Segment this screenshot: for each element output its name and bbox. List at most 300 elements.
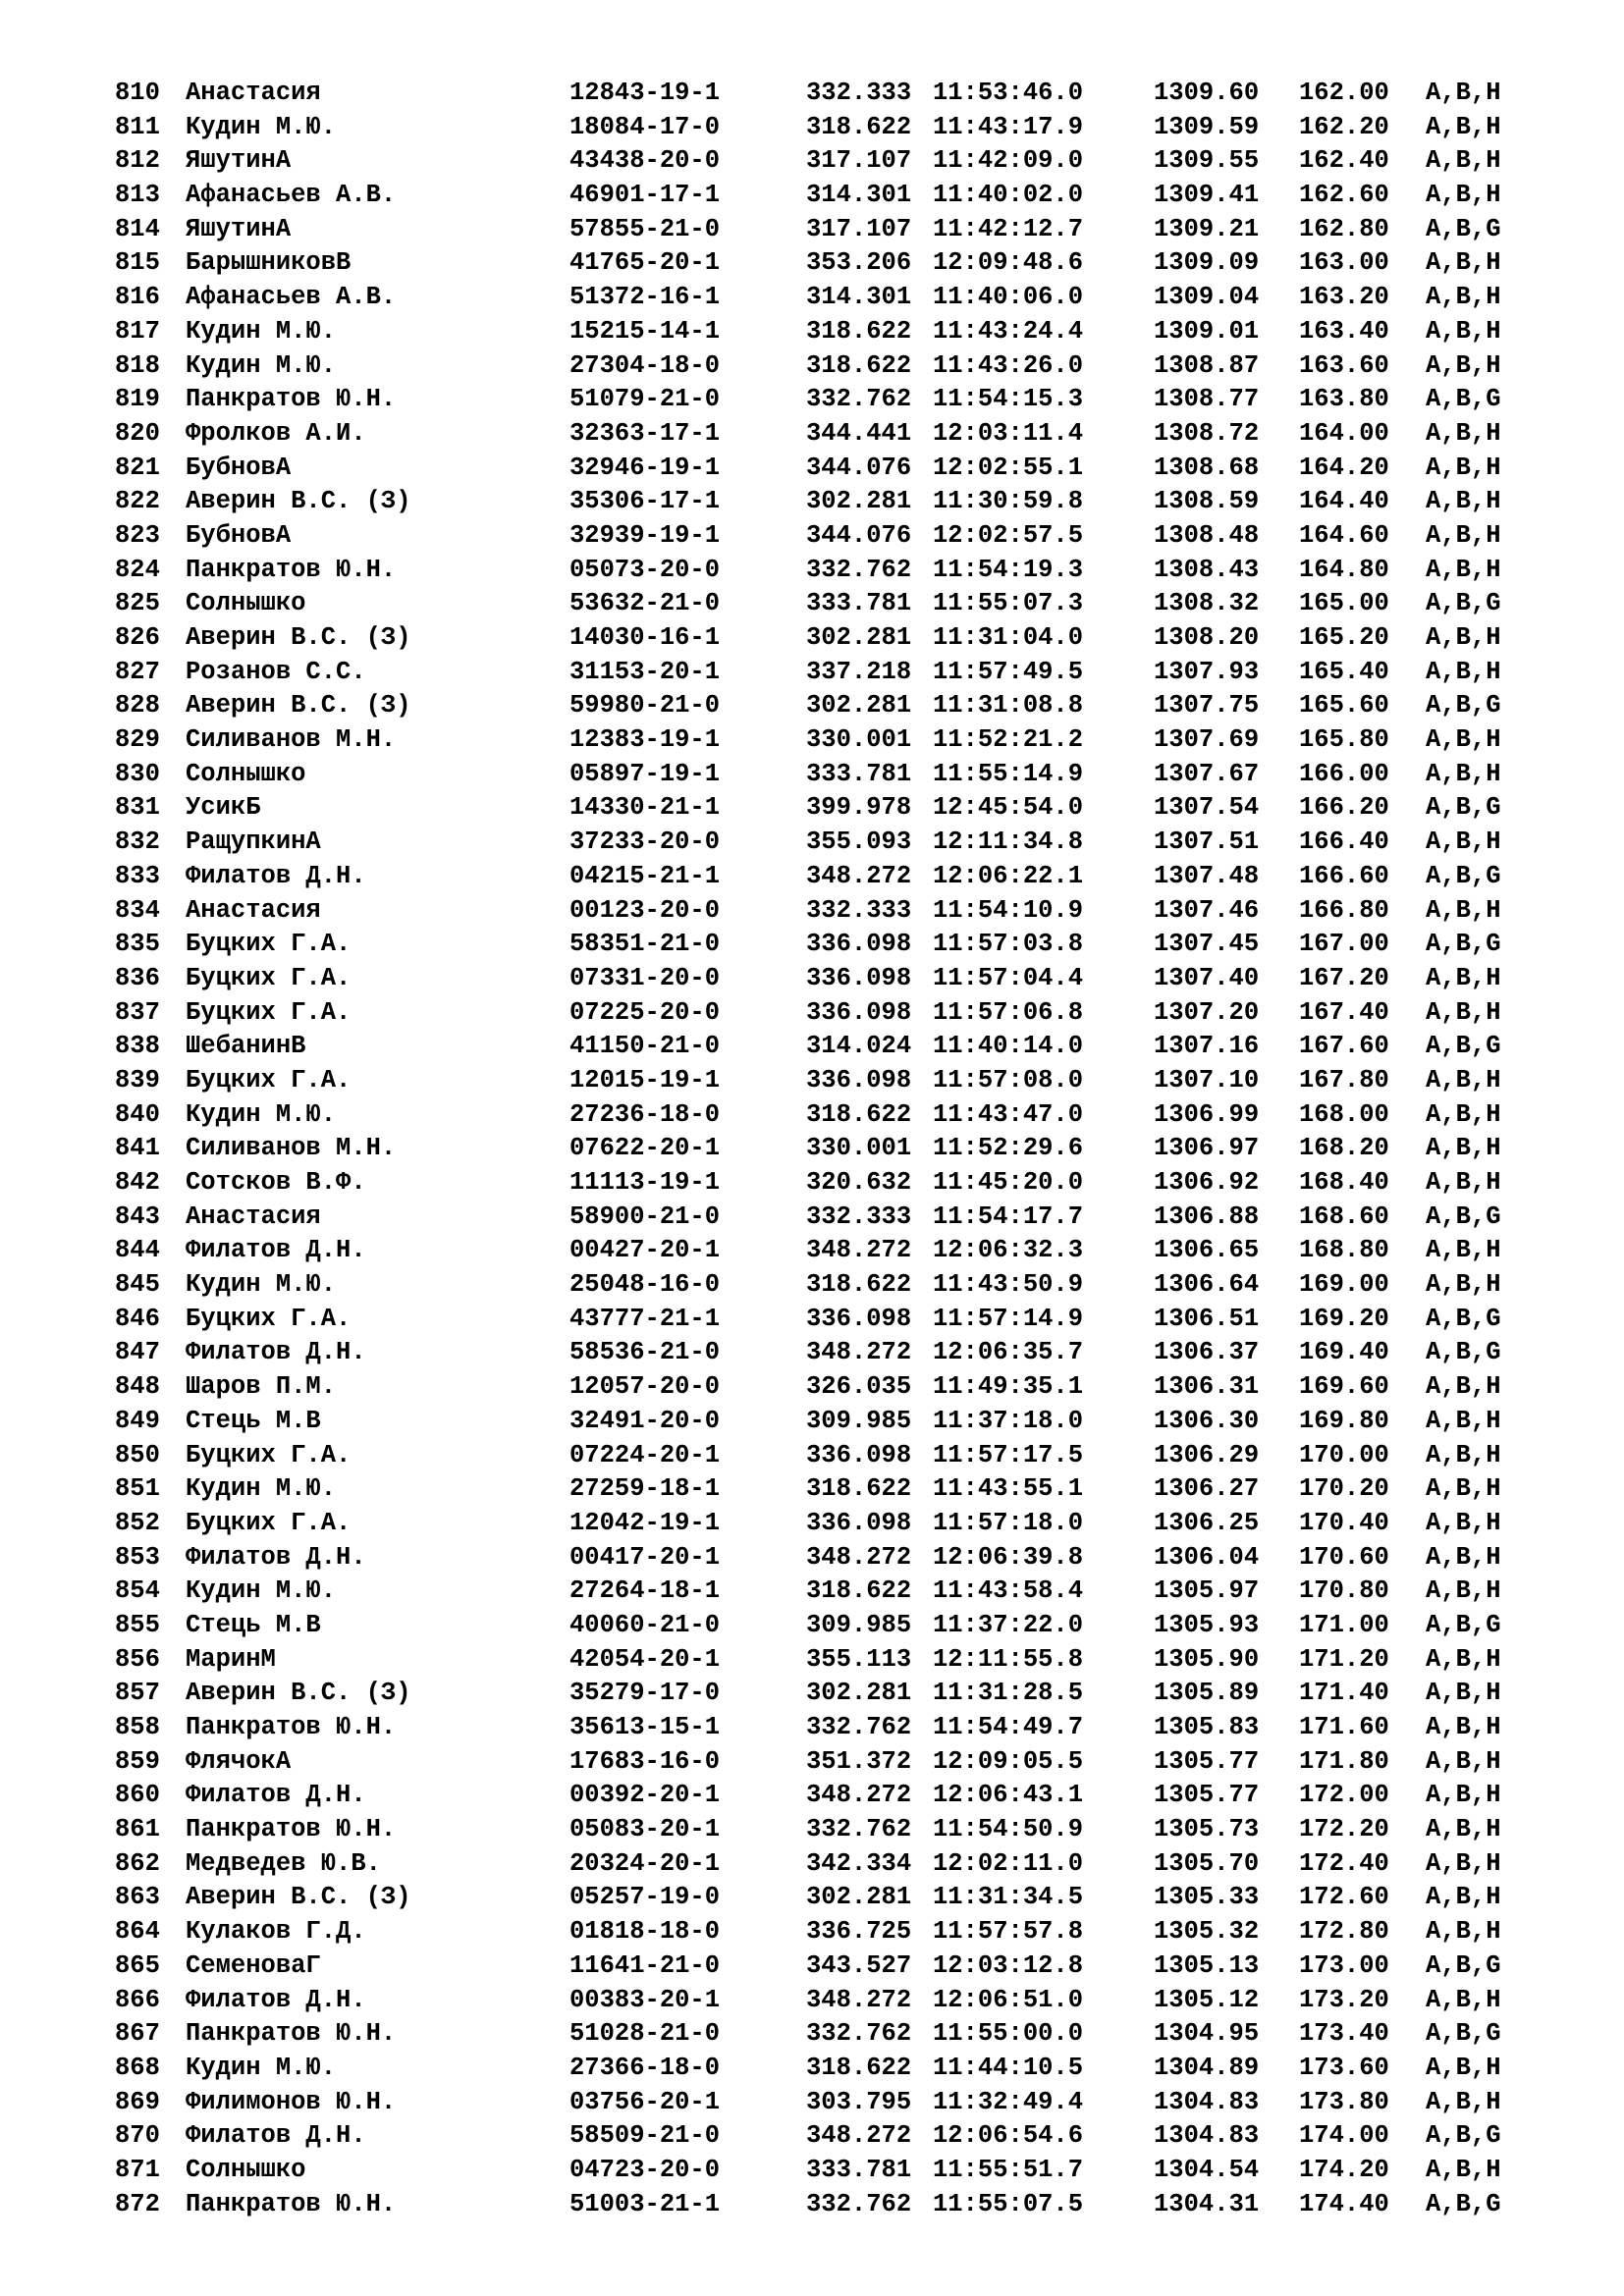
arrival-time: 12:11:55.8 bbox=[933, 1644, 1084, 1674]
arrival-time: 11:49:35.1 bbox=[933, 1372, 1084, 1402]
coefficient-value: 168.00 bbox=[1299, 1099, 1389, 1129]
arrival-time: 11:54:19.3 bbox=[933, 555, 1084, 584]
flags-code: A,B,G bbox=[1426, 589, 1501, 618]
speed-value: 1307.67 bbox=[1154, 759, 1260, 788]
ring-number: 53632-21-0 bbox=[569, 589, 721, 618]
distance-km: 332.762 bbox=[806, 555, 912, 584]
table-row bbox=[115, 383, 1534, 417]
speed-value: 1307.40 bbox=[1154, 963, 1260, 992]
fancier-name: Анастасия bbox=[186, 79, 321, 107]
flags-code: A,B,H bbox=[1426, 1815, 1501, 1844]
speed-value: 1305.90 bbox=[1154, 1644, 1260, 1674]
coefficient-value: 162.60 bbox=[1299, 181, 1389, 210]
place-number: 819 bbox=[115, 385, 160, 414]
flags-code: A,B,H bbox=[1426, 418, 1501, 448]
fancier-name: Буцких Г.А. bbox=[186, 997, 352, 1027]
arrival-time: 11:55:14.9 bbox=[933, 759, 1084, 788]
ring-number: 43777-21-1 bbox=[569, 1304, 721, 1333]
fancier-name: МаринМ bbox=[186, 1644, 276, 1674]
table-row bbox=[115, 2188, 1534, 2222]
place-number: 864 bbox=[115, 1917, 160, 1947]
distance-km: 302.281 bbox=[806, 623, 912, 652]
flags-code: A,B,H bbox=[1426, 1134, 1501, 1163]
flags-code: A,B,G bbox=[1426, 214, 1501, 243]
arrival-time: 12:02:57.5 bbox=[933, 520, 1084, 550]
distance-km: 333.781 bbox=[806, 589, 912, 618]
speed-value: 1308.43 bbox=[1154, 555, 1260, 584]
ring-number: 00392-20-1 bbox=[569, 1781, 721, 1810]
speed-value: 1307.48 bbox=[1154, 861, 1260, 890]
coefficient-value: 167.80 bbox=[1299, 1065, 1389, 1095]
arrival-time: 12:06:51.0 bbox=[933, 1985, 1084, 2014]
fancier-name: Филатов Д.Н. bbox=[186, 1781, 366, 1810]
fancier-name: Солнышко bbox=[186, 2155, 306, 2184]
fancier-name: Буцких Г.А. bbox=[186, 1065, 352, 1095]
fancier-name: Солнышко bbox=[186, 589, 306, 618]
table-row bbox=[115, 1336, 1534, 1370]
coefficient-value: 167.60 bbox=[1299, 1032, 1389, 1061]
speed-value: 1305.73 bbox=[1154, 1815, 1260, 1844]
flags-code: A,B,H bbox=[1426, 146, 1501, 176]
coefficient-value: 167.00 bbox=[1299, 930, 1389, 959]
coefficient-value: 170.60 bbox=[1299, 1542, 1389, 1572]
distance-km: 318.622 bbox=[806, 112, 912, 141]
arrival-time: 12:03:11.4 bbox=[933, 418, 1084, 448]
distance-km: 320.632 bbox=[806, 1168, 912, 1197]
flags-code: A,B,H bbox=[1426, 555, 1501, 584]
speed-value: 1307.69 bbox=[1154, 725, 1260, 755]
arrival-time: 11:43:50.9 bbox=[933, 1270, 1084, 1300]
fancier-name: Кудин М.Ю. bbox=[186, 1474, 337, 1504]
speed-value: 1306.97 bbox=[1154, 1134, 1260, 1163]
distance-km: 336.098 bbox=[806, 1304, 912, 1333]
arrival-time: 12:02:11.0 bbox=[933, 1848, 1084, 1878]
place-number: 826 bbox=[115, 623, 160, 652]
fancier-name: Аверин В.С. (З) bbox=[186, 1679, 411, 1708]
flags-code: A,B,H bbox=[1426, 1917, 1501, 1947]
flags-code: A,B,H bbox=[1426, 895, 1501, 925]
table-row bbox=[115, 485, 1534, 519]
place-number: 869 bbox=[115, 2087, 160, 2116]
table-row bbox=[115, 77, 1534, 111]
flags-code: A,B,H bbox=[1426, 963, 1501, 992]
speed-value: 1307.93 bbox=[1154, 657, 1260, 686]
flags-code: A,B,H bbox=[1426, 1168, 1501, 1197]
ring-number: 32946-19-1 bbox=[569, 453, 721, 482]
arrival-time: 11:32:49.4 bbox=[933, 2087, 1084, 2116]
flags-code: A,B,H bbox=[1426, 1236, 1501, 1265]
place-number: 817 bbox=[115, 316, 160, 346]
speed-value: 1306.88 bbox=[1154, 1201, 1260, 1231]
coefficient-value: 171.40 bbox=[1299, 1679, 1389, 1708]
table-row bbox=[115, 1745, 1534, 1780]
arrival-time: 11:57:49.5 bbox=[933, 657, 1084, 686]
coefficient-value: 171.20 bbox=[1299, 1644, 1389, 1674]
ring-number: 01818-18-0 bbox=[569, 1917, 721, 1947]
coefficient-value: 169.80 bbox=[1299, 1406, 1389, 1435]
flags-code: A,B,G bbox=[1426, 1201, 1501, 1231]
speed-value: 1306.51 bbox=[1154, 1304, 1260, 1333]
table-row bbox=[115, 1201, 1534, 1235]
fancier-name: Буцких Г.А. bbox=[186, 963, 352, 992]
speed-value: 1307.45 bbox=[1154, 930, 1260, 959]
flags-code: A,B,H bbox=[1426, 657, 1501, 686]
fancier-name: БубновА bbox=[186, 453, 292, 482]
distance-km: 330.001 bbox=[806, 1134, 912, 1163]
ring-number: 05073-20-0 bbox=[569, 555, 721, 584]
arrival-time: 11:44:10.5 bbox=[933, 2053, 1084, 2082]
distance-km: 309.985 bbox=[806, 1610, 912, 1639]
fancier-name: Панкратов Ю.Н. bbox=[186, 385, 397, 414]
fancier-name: Сотсков В.Ф. bbox=[186, 1168, 366, 1197]
coefficient-value: 170.00 bbox=[1299, 1440, 1389, 1469]
flags-code: A,B,H bbox=[1426, 316, 1501, 346]
place-number: 824 bbox=[115, 555, 160, 584]
table-row bbox=[115, 1098, 1534, 1133]
fancier-name: Панкратов Ю.Н. bbox=[186, 1815, 397, 1844]
fancier-name: Буцких Г.А. bbox=[186, 1440, 352, 1469]
speed-value: 1308.72 bbox=[1154, 418, 1260, 448]
flags-code: A,B,H bbox=[1426, 997, 1501, 1027]
table-row bbox=[115, 2119, 1534, 2154]
speed-value: 1309.41 bbox=[1154, 181, 1260, 210]
table-row bbox=[115, 1064, 1534, 1098]
arrival-time: 11:52:21.2 bbox=[933, 725, 1084, 755]
arrival-time: 11:55:51.7 bbox=[933, 2155, 1084, 2184]
place-number: 848 bbox=[115, 1372, 160, 1402]
arrival-time: 11:42:09.0 bbox=[933, 146, 1084, 176]
distance-km: 303.795 bbox=[806, 2087, 912, 2116]
coefficient-value: 165.80 bbox=[1299, 725, 1389, 755]
speed-value: 1306.04 bbox=[1154, 1542, 1260, 1572]
place-number: 838 bbox=[115, 1032, 160, 1061]
distance-km: 336.098 bbox=[806, 930, 912, 959]
coefficient-value: 170.40 bbox=[1299, 1508, 1389, 1537]
distance-km: 317.107 bbox=[806, 146, 912, 176]
table-row bbox=[115, 1439, 1534, 1473]
arrival-time: 11:55:07.5 bbox=[933, 2189, 1084, 2218]
table-row bbox=[115, 315, 1534, 349]
distance-km: 318.622 bbox=[806, 316, 912, 346]
speed-value: 1309.21 bbox=[1154, 214, 1260, 243]
place-number: 830 bbox=[115, 759, 160, 788]
table-row bbox=[115, 2154, 1534, 2188]
flags-code: A,B,H bbox=[1426, 623, 1501, 652]
place-number: 829 bbox=[115, 725, 160, 755]
place-number: 871 bbox=[115, 2155, 160, 2184]
speed-value: 1304.95 bbox=[1154, 2019, 1260, 2049]
distance-km: 348.272 bbox=[806, 1236, 912, 1265]
ring-number: 35613-15-1 bbox=[569, 1713, 721, 1741]
speed-value: 1307.54 bbox=[1154, 793, 1260, 823]
place-number: 850 bbox=[115, 1440, 160, 1469]
place-number: 825 bbox=[115, 589, 160, 618]
speed-value: 1305.33 bbox=[1154, 1883, 1260, 1912]
arrival-time: 11:54:49.7 bbox=[933, 1713, 1084, 1741]
distance-km: 336.098 bbox=[806, 963, 912, 992]
flags-code: A,B,G bbox=[1426, 385, 1501, 414]
place-number: 822 bbox=[115, 487, 160, 516]
place-number: 821 bbox=[115, 453, 160, 482]
place-number: 815 bbox=[115, 248, 160, 278]
distance-km: 399.978 bbox=[806, 793, 912, 823]
place-number: 814 bbox=[115, 214, 160, 243]
place-number: 860 bbox=[115, 1781, 160, 1810]
flags-code: A,B,H bbox=[1426, 487, 1501, 516]
table-row bbox=[115, 1166, 1534, 1201]
place-number: 846 bbox=[115, 1304, 160, 1333]
flags-code: A,B,H bbox=[1426, 1508, 1501, 1537]
place-number: 866 bbox=[115, 1985, 160, 2014]
coefficient-value: 169.20 bbox=[1299, 1304, 1389, 1333]
distance-km: 332.333 bbox=[806, 79, 912, 107]
place-number: 813 bbox=[115, 181, 160, 210]
flags-code: A,B,H bbox=[1426, 79, 1501, 107]
distance-km: 348.272 bbox=[806, 2121, 912, 2151]
distance-km: 353.206 bbox=[806, 248, 912, 278]
speed-value: 1306.30 bbox=[1154, 1406, 1260, 1435]
ring-number: 05083-20-1 bbox=[569, 1815, 721, 1844]
coefficient-value: 170.80 bbox=[1299, 1576, 1389, 1606]
ring-number: 04215-21-1 bbox=[569, 861, 721, 890]
ring-number: 07331-20-0 bbox=[569, 963, 721, 992]
arrival-time: 12:09:05.5 bbox=[933, 1746, 1084, 1776]
coefficient-value: 165.20 bbox=[1299, 623, 1389, 652]
flags-code: A,B,H bbox=[1426, 112, 1501, 141]
place-number: 834 bbox=[115, 895, 160, 925]
distance-km: 332.762 bbox=[806, 2019, 912, 2049]
coefficient-value: 171.80 bbox=[1299, 1746, 1389, 1776]
fancier-name: Кулаков Г.Д. bbox=[186, 1917, 366, 1947]
table-row bbox=[115, 928, 1534, 962]
place-number: 858 bbox=[115, 1713, 160, 1741]
flags-code: A,B,H bbox=[1426, 828, 1501, 857]
fancier-name: БарышниковВ bbox=[186, 248, 352, 278]
speed-value: 1308.48 bbox=[1154, 520, 1260, 550]
fancier-name: СеменоваГ bbox=[186, 1950, 321, 1980]
distance-km: 336.098 bbox=[806, 997, 912, 1027]
place-number: 855 bbox=[115, 1610, 160, 1639]
fancier-name: Фролков А.И. bbox=[186, 418, 366, 448]
coefficient-value: 173.00 bbox=[1299, 1950, 1389, 1980]
coefficient-value: 171.00 bbox=[1299, 1610, 1389, 1639]
speed-value: 1305.89 bbox=[1154, 1679, 1260, 1708]
ring-number: 41765-20-1 bbox=[569, 248, 721, 278]
table-row bbox=[115, 689, 1534, 723]
place-number: 865 bbox=[115, 1950, 160, 1980]
fancier-name: Кудин М.Ю. bbox=[186, 316, 337, 346]
arrival-time: 12:06:54.6 bbox=[933, 2121, 1084, 2151]
distance-km: 332.762 bbox=[806, 1713, 912, 1741]
coefficient-value: 168.20 bbox=[1299, 1134, 1389, 1163]
ring-number: 32491-20-0 bbox=[569, 1406, 721, 1435]
speed-value: 1307.10 bbox=[1154, 1065, 1260, 1095]
table-row bbox=[115, 1984, 1534, 2018]
ring-number: 58351-21-0 bbox=[569, 930, 721, 959]
place-number: 853 bbox=[115, 1542, 160, 1572]
distance-km: 302.281 bbox=[806, 1883, 912, 1912]
arrival-time: 11:43:24.4 bbox=[933, 316, 1084, 346]
place-number: 856 bbox=[115, 1644, 160, 1674]
place-number: 833 bbox=[115, 861, 160, 890]
fancier-name: Кудин М.Ю. bbox=[186, 1099, 337, 1129]
speed-value: 1304.83 bbox=[1154, 2121, 1260, 2151]
fancier-name: Филатов Д.Н. bbox=[186, 861, 366, 890]
speed-value: 1309.55 bbox=[1154, 146, 1260, 176]
ring-number: 51003-21-1 bbox=[569, 2189, 721, 2218]
arrival-time: 11:43:58.4 bbox=[933, 1576, 1084, 1606]
ring-number: 05897-19-1 bbox=[569, 759, 721, 788]
table-row bbox=[115, 1234, 1534, 1268]
arrival-time: 11:57:14.9 bbox=[933, 1304, 1084, 1333]
distance-km: 355.093 bbox=[806, 828, 912, 857]
flags-code: A,B,H bbox=[1426, 453, 1501, 482]
distance-km: 342.334 bbox=[806, 1848, 912, 1878]
coefficient-value: 168.40 bbox=[1299, 1168, 1389, 1197]
fancier-name: ЯшутинА bbox=[186, 214, 292, 243]
arrival-time: 11:43:17.9 bbox=[933, 112, 1084, 141]
place-number: 867 bbox=[115, 2019, 160, 2049]
ring-number: 59980-21-0 bbox=[569, 691, 721, 721]
ring-number: 31153-20-1 bbox=[569, 657, 721, 686]
flags-code: A,B,H bbox=[1426, 725, 1501, 755]
arrival-time: 11:57:17.5 bbox=[933, 1440, 1084, 1469]
flags-code: A,B,H bbox=[1426, 1644, 1501, 1674]
coefficient-value: 165.00 bbox=[1299, 589, 1389, 618]
ring-number: 58900-21-0 bbox=[569, 1201, 721, 1231]
speed-value: 1304.89 bbox=[1154, 2053, 1260, 2082]
place-number: 854 bbox=[115, 1576, 160, 1606]
place-number: 842 bbox=[115, 1168, 160, 1197]
flags-code: A,B,H bbox=[1426, 1372, 1501, 1402]
arrival-time: 12:06:35.7 bbox=[933, 1338, 1084, 1367]
ring-number: 40060-21-0 bbox=[569, 1610, 721, 1639]
table-row bbox=[115, 1949, 1534, 1984]
fancier-name: Афанасьев А.В. bbox=[186, 283, 397, 312]
arrival-time: 12:06:39.8 bbox=[933, 1542, 1084, 1572]
speed-value: 1309.04 bbox=[1154, 283, 1260, 312]
ring-number: 41150-21-0 bbox=[569, 1032, 721, 1061]
flags-code: A,B,H bbox=[1426, 283, 1501, 312]
distance-km: 333.781 bbox=[806, 759, 912, 788]
flags-code: A,B,G bbox=[1426, 1032, 1501, 1061]
table-row bbox=[115, 860, 1534, 894]
distance-km: 355.113 bbox=[806, 1644, 912, 1674]
arrival-time: 11:57:57.8 bbox=[933, 1917, 1084, 1947]
distance-km: 314.024 bbox=[806, 1032, 912, 1061]
speed-value: 1308.68 bbox=[1154, 453, 1260, 482]
speed-value: 1305.13 bbox=[1154, 1950, 1260, 1980]
speed-value: 1304.54 bbox=[1154, 2155, 1260, 2184]
coefficient-value: 164.20 bbox=[1299, 453, 1389, 482]
ring-number: 42054-20-1 bbox=[569, 1644, 721, 1674]
ring-number: 58536-21-0 bbox=[569, 1338, 721, 1367]
speed-value: 1308.59 bbox=[1154, 487, 1260, 516]
fancier-name: Филимонов Ю.Н. bbox=[186, 2087, 397, 2116]
table-row bbox=[115, 349, 1534, 384]
distance-km: 351.372 bbox=[806, 1746, 912, 1776]
place-number: 851 bbox=[115, 1474, 160, 1504]
fancier-name: Панкратов Ю.Н. bbox=[186, 2019, 397, 2049]
arrival-time: 12:45:54.0 bbox=[933, 793, 1084, 823]
distance-km: 332.762 bbox=[806, 1815, 912, 1844]
flags-code: A,B,H bbox=[1426, 181, 1501, 210]
distance-km: 336.725 bbox=[806, 1917, 912, 1947]
speed-value: 1304.31 bbox=[1154, 2189, 1260, 2218]
coefficient-value: 163.00 bbox=[1299, 248, 1389, 278]
flags-code: A,B,G bbox=[1426, 861, 1501, 890]
table-row bbox=[115, 894, 1534, 929]
table-row bbox=[115, 1575, 1534, 1609]
ring-number: 00427-20-1 bbox=[569, 1236, 721, 1265]
ring-number: 35306-17-1 bbox=[569, 487, 721, 516]
arrival-time: 11:57:04.4 bbox=[933, 963, 1084, 992]
fancier-name: Филатов Д.Н. bbox=[186, 2121, 366, 2151]
flags-code: A,B,H bbox=[1426, 2087, 1501, 2116]
fancier-name: ШебанинВ bbox=[186, 1032, 306, 1061]
distance-km: 336.098 bbox=[806, 1440, 912, 1469]
table-row bbox=[115, 111, 1534, 145]
coefficient-value: 164.80 bbox=[1299, 555, 1389, 584]
place-number: 844 bbox=[115, 1236, 160, 1265]
coefficient-value: 173.80 bbox=[1299, 2087, 1389, 2116]
arrival-time: 11:31:28.5 bbox=[933, 1679, 1084, 1708]
distance-km: 332.333 bbox=[806, 895, 912, 925]
fancier-name: Кудин М.Ю. bbox=[186, 1270, 337, 1300]
arrival-time: 11:55:07.3 bbox=[933, 589, 1084, 618]
distance-km: 314.301 bbox=[806, 283, 912, 312]
distance-km: 337.218 bbox=[806, 657, 912, 686]
distance-km: 318.622 bbox=[806, 1270, 912, 1300]
distance-km: 318.622 bbox=[806, 1474, 912, 1504]
arrival-time: 11:37:22.0 bbox=[933, 1610, 1084, 1639]
ring-number: 15215-14-1 bbox=[569, 316, 721, 346]
table-row bbox=[115, 1507, 1534, 1541]
table-row bbox=[115, 452, 1534, 486]
arrival-time: 12:11:34.8 bbox=[933, 828, 1084, 857]
fancier-name: БубновА bbox=[186, 520, 292, 550]
speed-value: 1308.20 bbox=[1154, 623, 1260, 652]
distance-km: 326.035 bbox=[806, 1372, 912, 1402]
place-number: 820 bbox=[115, 418, 160, 448]
fancier-name: ЯшутинА bbox=[186, 146, 292, 176]
ring-number: 25048-16-0 bbox=[569, 1270, 721, 1300]
arrival-time: 11:30:59.8 bbox=[933, 487, 1084, 516]
flags-code: A,B,G bbox=[1426, 1304, 1501, 1333]
flags-code: A,B,H bbox=[1426, 1679, 1501, 1708]
speed-value: 1305.97 bbox=[1154, 1576, 1260, 1606]
flags-code: A,B,H bbox=[1426, 350, 1501, 380]
arrival-time: 11:53:46.0 bbox=[933, 79, 1084, 107]
fancier-name: Аверин В.С. (З) bbox=[186, 487, 411, 516]
fancier-name: Медведев Ю.В. bbox=[186, 1848, 381, 1878]
coefficient-value: 162.40 bbox=[1299, 146, 1389, 176]
fancier-name: Панкратов Ю.Н. bbox=[186, 1713, 397, 1741]
arrival-time: 11:42:12.7 bbox=[933, 214, 1084, 243]
table-row bbox=[115, 1541, 1534, 1575]
coefficient-value: 172.40 bbox=[1299, 1848, 1389, 1878]
flags-code: A,B,H bbox=[1426, 1542, 1501, 1572]
fancier-name: Аверин В.С. (З) bbox=[186, 691, 411, 721]
speed-value: 1304.83 bbox=[1154, 2087, 1260, 2116]
speed-value: 1309.60 bbox=[1154, 79, 1260, 107]
place-number: 847 bbox=[115, 1338, 160, 1367]
fancier-name: Солнышко bbox=[186, 759, 306, 788]
coefficient-value: 162.00 bbox=[1299, 79, 1389, 107]
arrival-time: 11:31:34.5 bbox=[933, 1883, 1084, 1912]
distance-km: 302.281 bbox=[806, 487, 912, 516]
speed-value: 1307.20 bbox=[1154, 997, 1260, 1027]
